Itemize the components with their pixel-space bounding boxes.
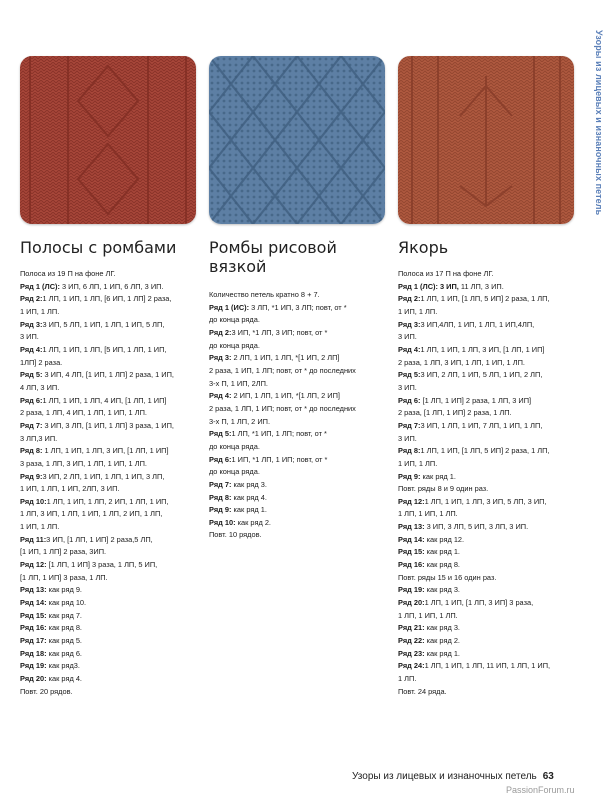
row-text: [1 ЛП, 1 ИП] 3 раза, 1 ЛП. <box>20 572 108 582</box>
instruction-line <box>20 407 174 420</box>
instruction-line <box>209 416 356 429</box>
row-label: Ряд 13: <box>398 522 425 532</box>
row-text: как ряд 1. <box>424 648 460 658</box>
row-label: Ряд 1 (ЛС): <box>20 281 60 291</box>
instruction-line <box>398 483 550 496</box>
instruction-line <box>398 458 550 471</box>
instruction-line <box>20 673 174 686</box>
pattern-title-3 <box>398 238 578 257</box>
row-text: до конца ряда. <box>209 441 260 451</box>
instruction-line <box>20 546 174 559</box>
row-text: 1 ЛП, 1 ИП, 1 ЛП, 3 ИП, 5 ЛП, 3 ИП, <box>424 496 547 506</box>
row-text: 3 ИП,4ЛП, 1 ИП, 1 ЛП, 1 ИП,4ЛП, <box>420 319 535 329</box>
row-label: Ряд 1 (ЛС): 3 ИП, <box>398 281 459 291</box>
row-label: Ряд 12: <box>398 496 425 506</box>
instruction-line <box>209 504 356 517</box>
row-text: как ряд 5. <box>46 636 82 646</box>
row-text: Повт. 24 ряда. <box>398 686 447 696</box>
instruction-line <box>398 597 550 610</box>
pattern-title-line: Полосы с ромбами <box>20 238 177 257</box>
instruction-line <box>398 610 550 623</box>
pattern-title-line: вязкой <box>209 257 267 276</box>
row-text: как ряд 9. <box>46 585 82 595</box>
row-text: 1 ЛП, 1 ИП, 1 ЛП, 11 ИП, 1 ЛП, 1 ИП, <box>424 661 551 671</box>
instruction-line <box>398 534 550 547</box>
instruction-line <box>209 428 356 441</box>
row-label: Ряд 16: <box>20 623 47 633</box>
row-text: 3-х П, 1 ИП, 2ЛП. <box>209 378 268 388</box>
instruction-line <box>209 529 356 542</box>
instruction-line <box>209 466 356 479</box>
row-text: как ряд 1. <box>420 471 456 481</box>
row-text: 4 ЛП, 3 ИП. <box>20 382 60 392</box>
row-text: 2 ЛП, 1 ИП, 1 ЛП, *[1 ИП, 2 ЛП] <box>231 353 340 363</box>
pattern-title-line: Якорь <box>398 238 449 257</box>
row-label: Ряд 14: <box>20 598 47 608</box>
row-label: Ряд 6: <box>398 395 421 405</box>
row-text: 1 ИП, 1 ЛП. <box>20 522 60 532</box>
row-text: 3 ИП, 1 ЛП, 1 ИП, 7 ЛП, 1 ИП, 1 ЛП, <box>420 420 543 430</box>
instruction-line <box>20 268 174 281</box>
row-text: как ряд 10. <box>46 598 87 608</box>
watermark: PassionForum.ru <box>506 785 575 795</box>
instruction-line <box>209 289 356 302</box>
pattern-column-1 <box>20 238 200 696</box>
instructions-3 <box>398 268 550 698</box>
instruction-line <box>20 306 174 319</box>
row-label: Ряд 2: <box>209 327 232 337</box>
instruction-line <box>398 635 550 648</box>
section-side-title: Узоры из лицевых и изнаночных петель <box>594 30 604 216</box>
instruction-line <box>398 622 550 635</box>
row-label: Ряд 9: <box>398 471 421 481</box>
instruction-line <box>20 281 174 294</box>
knit-texture-blue <box>209 56 385 224</box>
instruction-line <box>398 648 550 661</box>
row-label: Ряд 6: <box>20 395 43 405</box>
pattern-column-2 <box>209 238 389 540</box>
page-footer <box>352 771 554 782</box>
row-text: 1 ИП, *1 ЛП, 1 ИП; повт, от * <box>231 454 328 464</box>
row-text: 1 ЛП, 1 ИП, [1 ЛП, 5 ИП] 2 раза, 1 ЛП, <box>420 446 550 456</box>
row-text: как ряд 4. <box>46 674 82 683</box>
row-label: Ряд 8: <box>20 446 43 456</box>
row-text: 2 раза, 1 ЛП, 3 ИП, 1 ЛП, 1 ИП, 1 ЛП. <box>398 357 525 367</box>
row-label: Ряд 9: <box>20 471 43 481</box>
instruction-line <box>398 369 550 382</box>
instruction-line <box>209 365 356 378</box>
row-text: 2 раза, 1 ЛП, 1 ИП; повт, от * до последних <box>209 403 356 413</box>
row-label: Ряд 20: <box>20 674 47 683</box>
row-text: 1 ЛП, 1 ИП, 1 ЛП, 3 ИП, [1 ЛП, 1 ИП] <box>420 344 545 354</box>
instruction-line <box>209 340 356 353</box>
row-label: Ряд 6: <box>209 454 232 464</box>
row-text: Повт. 10 рядов. <box>209 530 262 540</box>
row-text: как ряд 3. <box>424 585 460 595</box>
row-text: как ряд 3. <box>231 479 267 489</box>
row-text: 2 раза, [1 ЛП, 1 ИП] 2 раза, 1 ЛП. <box>398 408 512 418</box>
instruction-line <box>20 597 174 610</box>
instruction-line <box>398 395 550 408</box>
row-text: как ряд3. <box>46 661 80 671</box>
instruction-line <box>398 319 550 332</box>
row-label: Ряд 8: <box>398 446 421 456</box>
instruction-line <box>398 496 550 509</box>
row-label: Ряд 3: <box>398 319 421 329</box>
row-label: Ряд 8: <box>209 492 232 502</box>
row-text: как ряд 7. <box>46 610 82 620</box>
swatch-photo-diamond-stripes <box>20 56 196 224</box>
pattern-column-3 <box>398 238 578 696</box>
instruction-line <box>20 420 174 433</box>
instruction-line <box>398 686 550 699</box>
instruction-line <box>20 369 174 382</box>
row-text: Повт. ряды 15 и 16 один раз. <box>398 572 497 582</box>
row-text: 1 ЛП, 1 ИП, 1 ЛП, 2 ИП, 1 ЛП, 1 ИП, <box>46 496 169 506</box>
knit-texture-rust <box>398 56 574 224</box>
instruction-line <box>20 293 174 306</box>
row-text: 1 ЛП, 1 ИП, 1 ЛП, [6 ИП, 1 ЛП] 2 раза, <box>42 294 172 304</box>
instruction-line <box>20 433 174 446</box>
instruction-line <box>20 319 174 332</box>
instruction-line <box>20 471 174 484</box>
swatch-photo-seed-diamonds <box>209 56 385 224</box>
instruction-line <box>209 327 356 340</box>
row-text: 1 ИП, 1 ЛП. <box>20 306 60 316</box>
row-text: как ряд 2. <box>424 636 460 646</box>
row-text: [1 ЛП, 1 ИП] 2 раза, 1 ЛП, 3 ИП] <box>420 395 532 405</box>
row-text: 1 ЛП, 1 ИП, 1 ЛП, [5 ИП, 1 ЛП, 1 ИП, <box>42 344 167 354</box>
instruction-line <box>398 281 550 294</box>
instruction-line <box>398 293 550 306</box>
row-label: Ряд 21: <box>398 623 425 633</box>
row-text: 3 ИП, 3 ЛП, [1 ИП, 1 ЛП] 3 раза, 1 ИП, <box>42 420 174 430</box>
instructions-2 <box>209 289 356 542</box>
row-label: Ряд 15: <box>398 547 425 557</box>
row-label: Ряд 9: <box>209 505 232 515</box>
row-text: 3 ИП, 5 ЛП, 1 ИП, 1 ЛП, 1 ИП, 5 ЛП, <box>42 319 165 329</box>
row-label: Ряд 18: <box>20 648 47 658</box>
instruction-line <box>398 382 550 395</box>
pattern-title-1 <box>20 238 200 257</box>
row-label: Ряд 12: <box>20 560 47 570</box>
row-text: [1 ИП, 1 ЛП] 2 раза, 3ИП. <box>20 547 107 557</box>
instruction-line <box>398 407 550 420</box>
instruction-line <box>398 306 550 319</box>
instruction-line <box>209 441 356 454</box>
instruction-line <box>398 471 550 484</box>
instruction-line <box>20 483 174 496</box>
row-text: 1 ЛП, 1 ИП, 1 ЛП. <box>398 610 458 620</box>
row-text: 3 ИП, 3 ЛП, 5 ИП, 3 ЛП, 3 ИП. <box>424 522 529 532</box>
row-label: Ряд 13: <box>20 585 47 595</box>
row-label: Ряд 14: <box>398 534 425 544</box>
swatch-photo-anchor <box>398 56 574 224</box>
row-text: Повт. ряды 8 и 9 один раз. <box>398 484 489 494</box>
knit-texture-red <box>20 56 196 224</box>
row-text: как ряд 3. <box>424 623 460 633</box>
row-text: как ряд 8. <box>424 560 460 570</box>
row-text: 1 ЛП, *1 ИП, 1 ЛП; повт, от * <box>231 429 327 439</box>
row-text: 3 раза, 1 ЛП, 3 ИП, 1 ЛП, 1 ИП, 1 ЛП. <box>20 458 147 468</box>
row-text: 3 ЛП,3 ИП. <box>20 433 58 443</box>
row-text: 3 ИП. <box>398 332 417 342</box>
instruction-line <box>20 458 174 471</box>
row-label: Ряд 5: <box>209 429 232 439</box>
row-label: Ряд 24: <box>398 661 425 671</box>
row-label: Ряд 5: <box>398 370 421 380</box>
row-label: Ряд 10: <box>20 496 47 506</box>
row-text: 1 ЛП. <box>398 674 417 683</box>
row-text: 3 ИП, [1 ЛП, 1 ИП] 2 раза,5 ЛП, <box>46 534 153 544</box>
instruction-line <box>209 454 356 467</box>
row-text: Полоса из 19 П на фоне ЛГ. <box>20 269 116 278</box>
row-label: Ряд 19: <box>398 585 425 595</box>
instruction-line <box>398 660 550 673</box>
instruction-line <box>398 584 550 597</box>
row-text: как ряд 1. <box>424 547 460 557</box>
row-text: 3 ИП, 4 ЛП, [1 ИП, 1 ЛП] 2 раза, 1 ИП, <box>42 370 174 380</box>
row-label: Ряд 2: <box>20 294 43 304</box>
instruction-line <box>398 445 550 458</box>
row-text: 2 раза, 1 ЛП, 4 ИП, 1 ЛП, 1 ИП, 1 ЛП. <box>20 408 147 418</box>
row-label: Ряд 16: <box>398 560 425 570</box>
instruction-line <box>398 420 550 433</box>
row-label: Ряд 7: <box>398 420 421 430</box>
instruction-line <box>20 584 174 597</box>
row-text: как ряд 8. <box>46 623 82 633</box>
instruction-line <box>398 344 550 357</box>
row-label: Ряд 2: <box>398 294 421 304</box>
instruction-line <box>398 559 550 572</box>
row-text: 2 раза, 1 ИП, 1 ЛП; повт, от * до последних <box>209 365 356 375</box>
pattern-title-2 <box>209 238 389 276</box>
row-text: как ряд 1. <box>231 505 267 515</box>
instruction-line <box>20 521 174 534</box>
row-text: [1 ЛП, 1 ИП] 3 раза, 1 ЛП, 5 ИП, <box>46 560 158 570</box>
row-label: Ряд 17: <box>20 636 47 646</box>
instruction-line <box>209 314 356 327</box>
instruction-line <box>209 492 356 505</box>
row-text: 3 ИП. <box>398 382 417 392</box>
row-label: Ряд 5: <box>20 370 43 380</box>
instruction-line <box>20 331 174 344</box>
row-label: Ряд 3: <box>209 353 232 363</box>
footer-title: Узоры из лицевых и изнаночных петель <box>352 771 537 782</box>
instruction-line <box>209 390 356 403</box>
row-text: 3-х П, 1 ЛП, 2 ИП. <box>209 416 271 426</box>
row-text: 1ЛП] 2 раза. <box>20 357 63 367</box>
row-label: Ряд 19: <box>20 661 47 671</box>
instruction-line <box>20 559 174 572</box>
row-text: Количество петель кратно 8 + 7. <box>209 290 320 299</box>
instruction-line <box>209 517 356 530</box>
row-label: Ряд 7: <box>20 420 43 430</box>
row-text: до конца ряда. <box>209 315 260 325</box>
row-label: Ряд 10: <box>209 517 236 527</box>
row-text: 3 ИП, 6 ЛП, 1 ИП, 6 ЛП, 3 ИП. <box>59 281 164 291</box>
instruction-line <box>20 635 174 648</box>
row-text: 3 ИП, 2 ЛП, 1 ИП, 5 ЛП, 1 ИП, 2 ЛП, <box>420 370 543 380</box>
instruction-line <box>398 521 550 534</box>
row-text: 1 ИП, 1 ЛП. <box>398 306 438 316</box>
row-label: Ряд 4: <box>209 391 232 401</box>
row-text: 1 ЛП, 3 ИП, 1 ЛП, 1 ИП, 1 ЛП, 2 ИП, 1 ЛП, <box>20 509 163 519</box>
instruction-line <box>20 344 174 357</box>
instruction-line <box>20 686 174 699</box>
instruction-line <box>398 331 550 344</box>
instruction-line <box>20 508 174 521</box>
row-text: как ряд 12. <box>424 534 465 544</box>
page-number: 63 <box>542 771 554 782</box>
row-text: 1 ЛП, 1 ИП, 1 ЛП, 3 ИП, [1 ЛП, 1 ИП] <box>42 446 169 456</box>
instruction-line <box>209 378 356 391</box>
row-label: Ряд 7: <box>209 479 232 489</box>
instruction-line <box>20 534 174 547</box>
instruction-line <box>209 479 356 492</box>
instruction-line <box>398 357 550 370</box>
instruction-line <box>20 622 174 635</box>
row-text: как ряд 6. <box>46 648 82 658</box>
row-text: 3 ИП, 2 ЛП, 1 ИП, 1 ЛП, 1 ИП, 3 ЛП, <box>42 471 165 481</box>
row-text: 3 ИП. <box>398 433 417 443</box>
instruction-line <box>209 403 356 416</box>
instruction-line <box>398 572 550 585</box>
row-label: Ряд 1 (ИС): <box>209 302 250 312</box>
row-text: до конца ряда. <box>209 467 260 477</box>
instruction-line <box>398 673 550 686</box>
row-text: 2 ИП, 1 ЛП, 1 ИП, *[1 ЛП, 2 ИП] <box>231 391 340 401</box>
instruction-line <box>209 302 356 315</box>
instruction-line <box>20 382 174 395</box>
instruction-line <box>209 352 356 365</box>
instruction-line <box>20 660 174 673</box>
row-label: Ряд 23: <box>398 648 425 658</box>
row-text: 3 ЛП, *1 ИП, 3 ЛП; повт, от * <box>249 302 347 312</box>
instruction-line <box>20 648 174 661</box>
row-label: Ряд 20: <box>398 598 425 608</box>
row-text: Повт. 20 рядов. <box>20 686 73 696</box>
row-text: 1 ЛП, 1 ИП, 1 ЛП. <box>398 509 458 519</box>
instruction-line <box>398 268 550 281</box>
row-text: как ряд 2. <box>235 517 271 527</box>
instruction-line <box>20 357 174 370</box>
instruction-line <box>398 433 550 446</box>
instruction-line <box>20 610 174 623</box>
row-text: 1 ИП, 1 ЛП, 1 ИП, 2ЛП, 3 ИП. <box>20 484 120 494</box>
row-text: как ряд 4. <box>231 492 267 502</box>
instruction-line <box>398 508 550 521</box>
row-text: 1 ЛП, 1 ИП, [1 ЛП, 3 ИП] 3 раза, <box>424 598 534 608</box>
row-label: Ряд 22: <box>398 636 425 646</box>
row-text: 1 ЛП, 1 ИП, 1 ЛП, 4 ИП, [1 ЛП, 1 ИП] <box>42 395 167 405</box>
row-text: Полоса из 17 П на фоне ЛГ. <box>398 269 494 278</box>
row-text: 1 ЛП, 1 ИП, [1 ЛП, 5 ИП] 2 раза, 1 ЛП, <box>420 294 550 304</box>
row-label: Ряд 4: <box>398 344 421 354</box>
instructions-1 <box>20 268 174 698</box>
instruction-line <box>20 445 174 458</box>
instruction-line <box>20 496 174 509</box>
instruction-line <box>20 395 174 408</box>
row-label: Ряд 3: <box>20 319 43 329</box>
row-label: Ряд 4: <box>20 344 43 354</box>
row-text: до конца ряда. <box>209 340 260 350</box>
row-label: Ряд 11: <box>20 534 47 544</box>
row-text: 1 ИП, 1 ЛП. <box>398 458 438 468</box>
row-label: Ряд 15: <box>20 610 47 620</box>
row-text: 11 ЛП, 3 ИП. <box>458 281 504 291</box>
row-text: 3 ИП. <box>20 332 39 342</box>
instruction-line <box>20 572 174 585</box>
instruction-line <box>398 546 550 559</box>
pattern-title-line: Ромбы рисовой <box>209 238 337 257</box>
row-text: 3 ИП, *1 ЛП, 3 ИП; повт, от * <box>231 327 328 337</box>
